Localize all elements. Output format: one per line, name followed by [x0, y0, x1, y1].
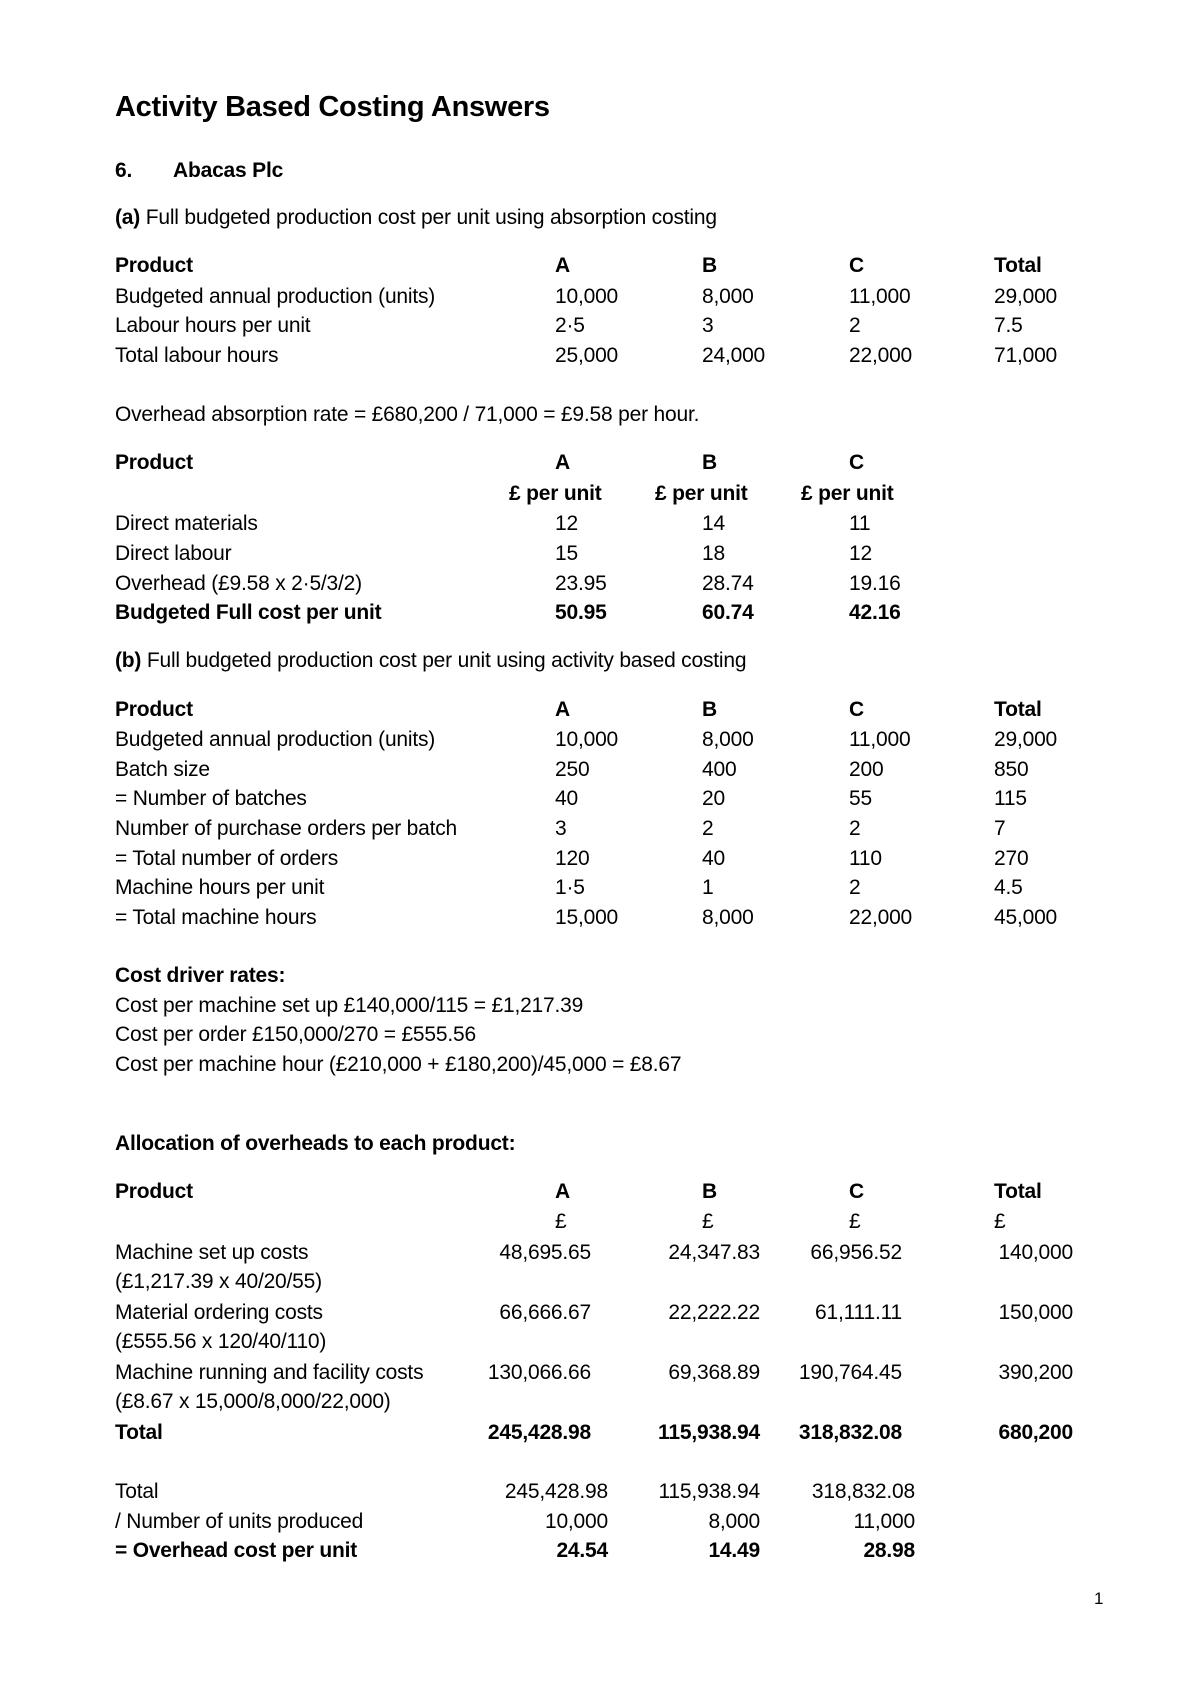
table-cell: 11,000 [849, 728, 911, 751]
table-cell: 110 [849, 847, 882, 870]
table-header-cell: C [849, 1180, 864, 1203]
table-cell: 850 [994, 758, 1029, 781]
table-cell: 115,938.94 [658, 1480, 760, 1503]
table-cell: 8,000 [702, 285, 754, 308]
table-total-cell: 245,428.98 [487, 1421, 591, 1444]
table-total-cell: 50.95 [555, 601, 607, 624]
question-number: 6. [115, 159, 133, 182]
part-b-label: (b) [115, 649, 142, 672]
table-cell: 12 [555, 512, 578, 535]
table-total-cell: 14.49 [708, 1539, 760, 1562]
table-cell: 15,000 [555, 906, 619, 929]
table-cell: 400 [702, 758, 737, 781]
table-cell: Total [115, 1480, 159, 1503]
table-cell: 115 [994, 787, 1027, 810]
table-cell: 66,666.67 [499, 1301, 591, 1324]
table-cell: Labour hours per unit [115, 314, 311, 337]
table-cell: 11,000 [849, 285, 911, 308]
table-cell: 318,832.08 [811, 1480, 915, 1503]
table-cell: 22,222.22 [668, 1301, 760, 1324]
table-cell: 22,000 [849, 906, 913, 929]
table-cell: 22,000 [849, 344, 913, 367]
table-total-cell: = Overhead cost per unit [115, 1539, 358, 1562]
table-cell: 10,000 [544, 1510, 608, 1533]
table-cell: = Number of batches [115, 787, 307, 810]
table-cell: Budgeted annual production (units) [115, 728, 436, 751]
table-cell: Material ordering costs [115, 1301, 323, 1324]
table-total-cell: 42.16 [849, 601, 901, 624]
table-cell: 61,111.11 [815, 1301, 902, 1324]
table-cell-note: (£555.56 x 120/40/110) [115, 1330, 327, 1353]
table-cell: Number of purchase orders per batch [115, 817, 458, 840]
table-cell: 2 [849, 314, 861, 337]
table-cell: 130,066.66 [487, 1361, 591, 1384]
table-cell: 40 [702, 847, 725, 870]
table-cell: 11,000 [853, 1510, 915, 1533]
table-cell: 23.95 [555, 572, 607, 595]
page-number: 1 [1094, 1589, 1104, 1608]
part-a-label: (a) [115, 206, 141, 229]
table-cell: 2 [702, 817, 714, 840]
table-header-cell: C [849, 254, 864, 277]
table-cell: 1·5 [555, 876, 585, 899]
table-cell: 120 [555, 847, 590, 870]
table-header-cell: A [555, 451, 570, 474]
table-header-cell: Total [994, 1180, 1042, 1203]
table-cell: 28.74 [702, 572, 754, 595]
table-cell: = Total number of orders [115, 847, 339, 870]
table-cell: 245,428.98 [504, 1480, 608, 1503]
table-cell: 40 [555, 787, 578, 810]
table-header-cell: B [702, 698, 717, 721]
currency-cell: £ [849, 1210, 861, 1233]
table-header-cell: Product [115, 698, 193, 721]
table-cell: Overhead (£9.58 x 2·5/3/2) [115, 572, 362, 595]
table-header-cell: Total [994, 698, 1042, 721]
allocation-heading: Allocation of overheads to each product: [115, 1132, 516, 1155]
table-cell: Budgeted annual production (units) [115, 285, 436, 308]
table-header-cell: A [555, 698, 570, 721]
table-header-cell: Product [115, 1180, 193, 1203]
table-cell-note: (£1,217.39 x 40/20/55) [115, 1270, 322, 1293]
table-subheader-cell: £ per unit [655, 482, 748, 505]
page-title: Activity Based Costing Answers [115, 91, 550, 123]
table-cell: Direct materials [115, 512, 258, 535]
part-b-heading [115, 648, 746, 674]
table-cell: 7 [994, 817, 1006, 840]
part-a-heading [115, 205, 717, 231]
table-header-cell: B [702, 451, 717, 474]
table-cell: 8,000 [708, 1510, 760, 1533]
table-cell: 71,000 [994, 344, 1058, 367]
company-name: Abacas Plc [173, 159, 284, 182]
table-header-cell: Product [115, 451, 193, 474]
table-cell: 14 [702, 512, 725, 535]
table-cell: 48,695.65 [499, 1241, 591, 1264]
table-cell: Machine hours per unit [115, 876, 325, 899]
table-cell: 24,347.83 [668, 1241, 760, 1264]
table-header-cell: Total [994, 254, 1042, 277]
table-header-cell: Product [115, 254, 193, 277]
table-total-cell: Budgeted Full cost per unit [115, 601, 382, 624]
table-total-cell: 24.54 [556, 1539, 608, 1562]
table-total-cell: 680,200 [998, 1421, 1073, 1444]
table-cell: 8,000 [702, 906, 754, 929]
part-b-text: Full budgeted production cost per unit using activity based costing [141, 649, 747, 672]
table-cell: 10,000 [555, 285, 619, 308]
table-cell: 10,000 [555, 728, 619, 751]
table-header-cell: B [702, 254, 717, 277]
table-cell: 390,200 [998, 1361, 1073, 1384]
table-cell: 11 [849, 512, 871, 535]
table-header-cell: C [849, 698, 864, 721]
table-header-cell: A [555, 254, 570, 277]
table-cell: 29,000 [994, 728, 1058, 751]
table-cell: 3 [555, 817, 567, 840]
table-cell: 3 [702, 314, 714, 337]
table-cell: 45,000 [994, 906, 1058, 929]
cost-driver-heading: Cost driver rates: [115, 964, 286, 987]
table-cell: Machine running and facility costs [115, 1361, 424, 1384]
table-cell: Batch size [115, 758, 210, 781]
table-cell: 1 [702, 876, 714, 899]
table-cell: 4.5 [994, 876, 1023, 899]
cost-driver-line: Cost per machine hour (£210,000 + £180,200)/45,000 = £8.67 [115, 1053, 682, 1076]
table-total-cell: 115,938.94 [658, 1421, 760, 1444]
table-cell: 200 [849, 758, 884, 781]
table-cell: 18 [702, 542, 725, 565]
part-a-text: Full budgeted production cost per unit using absorption costing [140, 206, 717, 229]
table-cell: 66,956.52 [810, 1241, 902, 1264]
currency-cell: £ [555, 1210, 567, 1233]
table-cell: 8,000 [702, 728, 754, 751]
table-cell: 7.5 [994, 314, 1023, 337]
table-cell: Total labour hours [115, 344, 279, 367]
table-total-cell: 60.74 [702, 601, 754, 624]
table-cell: 2 [849, 817, 861, 840]
table-cell: / Number of units produced [115, 1510, 364, 1533]
currency-cell: £ [994, 1210, 1006, 1233]
table-cell: 2 [849, 876, 861, 899]
table-header-cell: C [849, 451, 864, 474]
cost-driver-line: Cost per machine set up £140,000/115 = £1,217.39 [115, 994, 584, 1017]
table-subheader-cell: £ per unit [509, 482, 602, 505]
table-cell: 190,764.45 [798, 1361, 902, 1384]
table-cell: Machine set up costs [115, 1241, 309, 1264]
table-cell: = Total machine hours [115, 906, 317, 929]
table-total-cell: Total [115, 1421, 163, 1444]
table-cell: 25,000 [555, 344, 619, 367]
table-header-cell: B [702, 1180, 717, 1203]
table-cell: 140,000 [998, 1241, 1073, 1264]
table-subheader-cell: £ per unit [801, 482, 894, 505]
table-cell: 55 [849, 787, 872, 810]
table-cell: 12 [849, 542, 872, 565]
currency-cell: £ [702, 1210, 714, 1233]
table-cell: 24,000 [702, 344, 766, 367]
table-total-cell: 28.98 [863, 1539, 915, 1562]
table-cell-note: (£8.67 x 15,000/8,000/22,000) [115, 1390, 391, 1413]
table-cell: 15 [555, 542, 578, 565]
table-header-cell: A [555, 1180, 570, 1203]
table-cell: 270 [994, 847, 1029, 870]
table-total-cell: 318,832.08 [798, 1421, 902, 1444]
table-cell: 20 [702, 787, 725, 810]
table-cell: 29,000 [994, 285, 1058, 308]
table-cell: Direct labour [115, 542, 232, 565]
table-cell: 69,368.89 [668, 1361, 760, 1384]
table-cell: 150,000 [998, 1301, 1073, 1324]
table-cell: 2·5 [555, 314, 585, 337]
table-cell: 19.16 [849, 572, 901, 595]
table-cell: 250 [555, 758, 590, 781]
cost-driver-line: Cost per order £150,000/270 = £555.56 [115, 1023, 476, 1046]
absorption-rate-text: Overhead absorption rate = £680,200 / 71,000 = £9.58 per hour. [115, 403, 700, 426]
